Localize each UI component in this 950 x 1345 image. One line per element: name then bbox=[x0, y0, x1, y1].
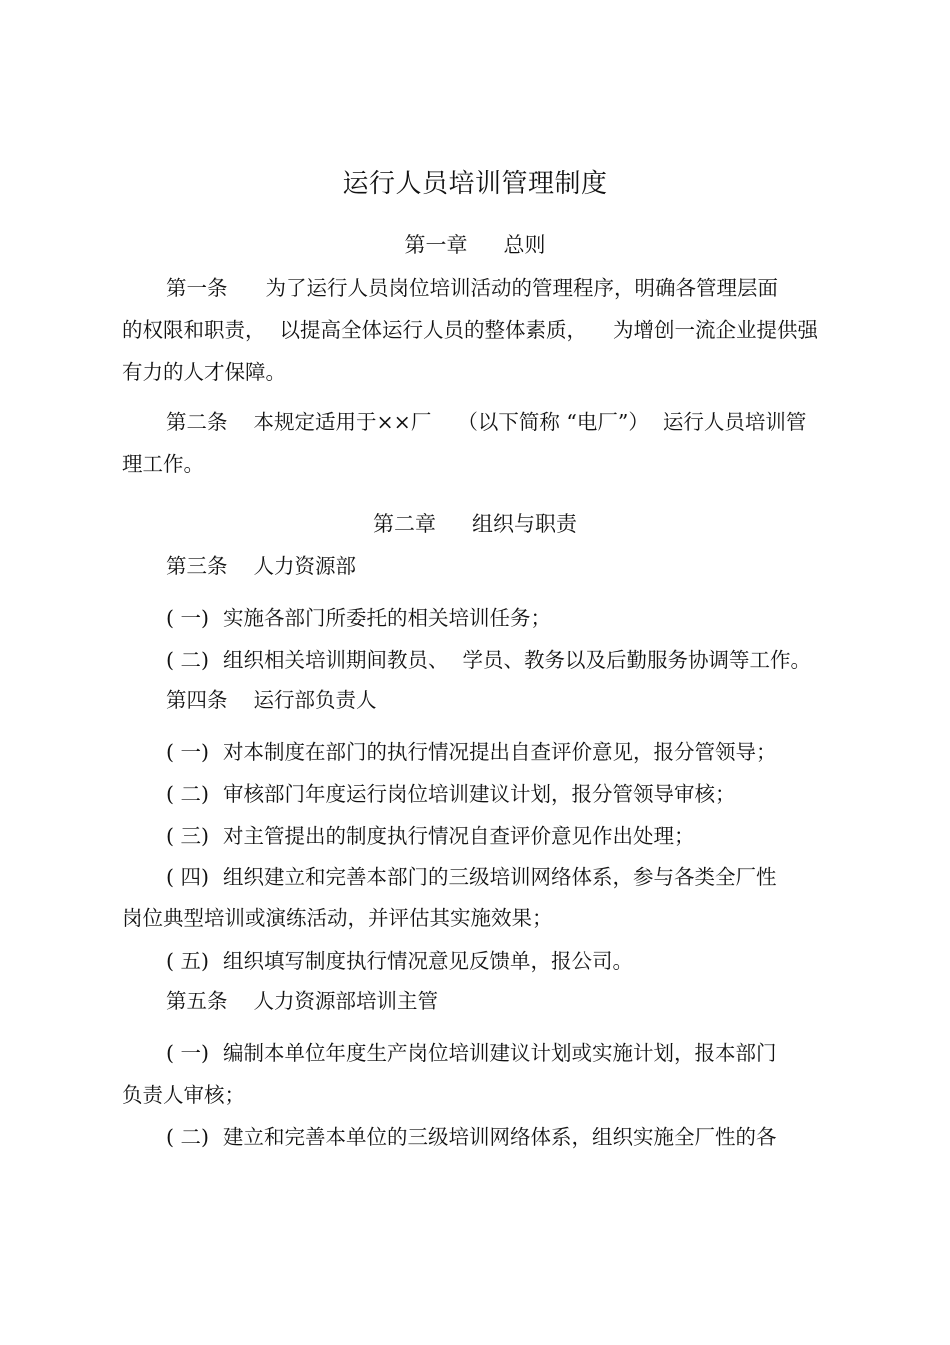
item-text: 建立和完善本单位的三级培训网络体系，组织实施全厂性的各 bbox=[223, 1125, 777, 1149]
article-2-line-2 bbox=[122, 449, 204, 479]
item-number: ( 一) bbox=[166, 1041, 210, 1065]
article-4-item-1 bbox=[166, 737, 777, 767]
item-number: ( 二) bbox=[166, 782, 210, 806]
item-text: 组织相关培训期间教员、 bbox=[223, 648, 449, 672]
chapter-name: 总则 bbox=[503, 233, 546, 257]
article-text: 为增创一流企业提供强 bbox=[613, 318, 818, 342]
article-3-heading bbox=[166, 551, 356, 581]
article-text: 的权限和职责， bbox=[122, 318, 266, 342]
item-text: 实施各部门所委托的相关培训任务； bbox=[223, 606, 552, 630]
article-text: （以下简称 “电厂”） bbox=[457, 410, 649, 434]
item-text: 岗位典型培训或演练活动，并评估其实施效果； bbox=[122, 906, 553, 930]
article-title: 人力资源部培训主管 bbox=[253, 989, 438, 1013]
article-label: 第一条 bbox=[166, 276, 228, 300]
item-number: ( 二) bbox=[166, 1125, 210, 1149]
item-number: ( 一) bbox=[166, 606, 210, 630]
article-title: 人力资源部 bbox=[253, 554, 356, 578]
article-text: 理工作。 bbox=[122, 452, 204, 476]
article-label: 第五条 bbox=[166, 989, 228, 1013]
article-text: 有力的人才保障。 bbox=[122, 360, 286, 384]
article-2-line-1 bbox=[166, 407, 806, 437]
chapter-name: 组织与职责 bbox=[472, 512, 577, 536]
article-1-line-2 bbox=[122, 315, 818, 345]
chapter-number: 第二章 bbox=[373, 512, 436, 536]
item-text: 对本制度在部门的执行情况提出自查评价意见，报分管领导； bbox=[223, 740, 777, 764]
article-title: 运行部负责人 bbox=[253, 688, 377, 712]
chapter-heading-2 bbox=[0, 509, 950, 539]
article-5-item-2 bbox=[166, 1122, 777, 1152]
article-4-item-5 bbox=[166, 946, 633, 976]
article-5-item-1 bbox=[166, 1038, 777, 1068]
chapter-number: 第一章 bbox=[404, 233, 468, 257]
article-5-heading bbox=[166, 986, 438, 1016]
article-text: 以提高全体运行人员的整体素质， bbox=[279, 318, 587, 342]
item-number: ( 一) bbox=[166, 740, 210, 764]
item-number: ( 三) bbox=[166, 824, 210, 848]
article-text: 运行人员培训管 bbox=[662, 410, 807, 434]
article-4-item-4 bbox=[166, 862, 777, 892]
item-text: 对主管提出的制度执行情况自查评价意见作出处理； bbox=[223, 824, 695, 848]
article-3-item-2 bbox=[166, 645, 811, 675]
article-4-item-4-cont bbox=[122, 903, 553, 933]
article-label: 第二条 bbox=[166, 410, 228, 434]
article-4-heading bbox=[166, 685, 377, 715]
article-label: 第三条 bbox=[166, 554, 228, 578]
article-1-line-1 bbox=[166, 273, 778, 303]
article-label: 第四条 bbox=[166, 688, 228, 712]
item-number: ( 二) bbox=[166, 648, 210, 672]
article-text: 为了运行人员岗位培训活动的管理程序，明确各管理层面 bbox=[265, 276, 778, 300]
item-text: 负责人审核； bbox=[122, 1083, 245, 1107]
item-text: 编制本单位年度生产岗位培训建议计划或实施计划，报本部门 bbox=[223, 1041, 777, 1065]
article-1-line-3 bbox=[122, 357, 286, 387]
article-5-item-1-cont bbox=[122, 1080, 245, 1110]
article-3-item-1 bbox=[166, 603, 551, 633]
item-text: 组织建立和完善本部门的三级培训网络体系，参与各类全厂性 bbox=[223, 865, 777, 889]
item-text: 组织填写制度执行情况意见反馈单，报公司。 bbox=[223, 949, 634, 973]
article-4-item-3 bbox=[166, 821, 695, 851]
item-number: ( 五) bbox=[166, 949, 210, 973]
item-text: 审核部门年度运行岗位培训建议计划，报分管领导审核； bbox=[223, 782, 736, 806]
article-text: 本规定适用于××厂 bbox=[253, 410, 432, 434]
item-number: ( 四) bbox=[166, 865, 210, 889]
chapter-heading-1 bbox=[0, 230, 950, 260]
article-4-item-2 bbox=[166, 779, 736, 809]
item-text: 学员、教务以及后勤服务协调等工作。 bbox=[462, 648, 812, 672]
document-title: 运行人员培训管理制度 bbox=[342, 169, 608, 199]
